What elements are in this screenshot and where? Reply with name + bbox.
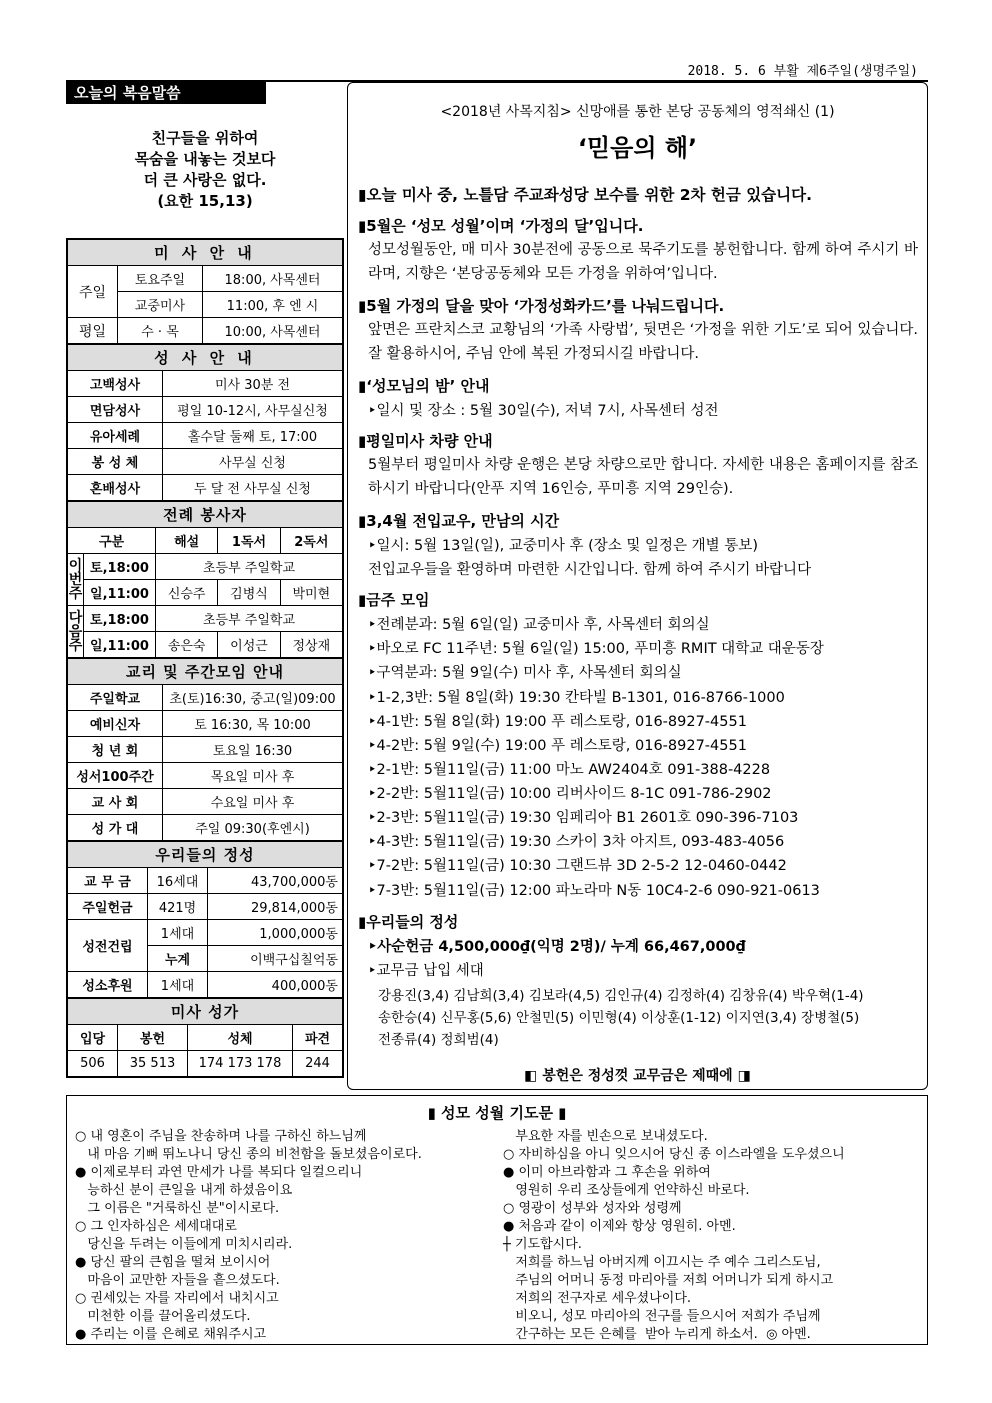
prayer-line: 주님의 어머니 동정 마리아를 저희 어머니가 되게 하시고 <box>503 1273 834 1288</box>
prayer-line: ○ 그 인자하심은 세세대대로 <box>75 1219 237 1234</box>
edu-name: 성서100주간 <box>68 763 163 789</box>
hymn-header: 입당 <box>68 1025 118 1051</box>
offering-count: 1세대 <box>148 920 208 946</box>
offering-name: 성전건립 <box>68 920 148 972</box>
announcements-box <box>347 82 928 1090</box>
edu-name: 성 가 대 <box>68 815 163 841</box>
prayer-line: 비오니, 성모 마리아의 전구를 들으시어 저희가 주님께 <box>503 1309 821 1324</box>
hymn-header: 봉헌 <box>118 1025 188 1051</box>
notice-text: 성모성월동안, 매 미사 30분전에 공동으로 묵주기도를 봉헌합니다. 함께 하여 주시기 바라며, 지향은 ‘본당공동체와 모든 가정을 위하여’입니다. <box>368 242 918 282</box>
hymn-value: 506 <box>68 1051 118 1077</box>
notice-item: ‣일시: 5월 13일(일), 교중미사 후 (장소 및 일정은 개별 통보) <box>368 538 758 554</box>
sacrament-value: 미사 30분 전 <box>163 371 343 397</box>
liturgy-cell: 김병식 <box>218 580 280 606</box>
sacrament-name: 고백성사 <box>68 371 163 397</box>
gospel-line: 목숨을 내놓는 것보다 <box>134 150 276 168</box>
meeting-item: ‣구역분과: 5월 9일(수) 미사 후, 사목센터 회의실 <box>368 665 682 681</box>
notice-heading: ▮우리들의 정성 <box>358 913 459 931</box>
notice-heading: ▮금주 모임 <box>358 591 430 609</box>
next-week-label: 다음주 <box>68 606 84 658</box>
liturgy-header: 2독서 <box>280 528 342 554</box>
prayer-box <box>66 1095 928 1345</box>
liturgy-cell: 박미현 <box>280 580 342 606</box>
mass-cell: 11:00, 후 엔 시 <box>203 292 343 318</box>
liturgy-cell: 초등부 주일학교 <box>156 554 343 580</box>
sacrament-name: 혼배성사 <box>68 475 163 501</box>
offering-count: 16세대 <box>148 868 208 894</box>
notice-heading: ▮5월은 ‘성모 성월’이며 ‘가정의 달’입니다. <box>358 217 644 235</box>
prayer-line: 당신을 두려는 이들에게 미치시리라. <box>75 1237 293 1252</box>
prayer-line: 저희를 하느님 아버지께 이끄시는 주 예수 그리스도님, <box>503 1255 821 1270</box>
prayer-title: ▮ 성모 성월 기도문 ▮ <box>427 1104 567 1122</box>
prayer-line: 부요한 자를 빈손으로 보내셨도다. <box>503 1129 708 1144</box>
prayer-line: 그 이름은 "거룩하신 분"이시로다. <box>75 1201 280 1216</box>
meeting-item: ‣1-2,3반: 5월 8일(화) 19:30 칸타빌 B-1301, 016-8766-1000 <box>368 690 785 706</box>
liturgy-cell: 이성근 <box>218 632 280 658</box>
liturgy-table <box>67 501 343 658</box>
prayer-line: ○ 권세있는 자를 자리에서 내치시고 <box>75 1291 279 1306</box>
meeting-item: ‣7-2반: 5월11일(금) 10:30 그랜드뷰 3D 2-5-2 12-0460-0442 <box>368 858 787 874</box>
liturgy-title: 전례 봉사자 <box>68 502 343 528</box>
meeting-item: ‣4-2반: 5월 9일(수) 19:00 푸 레스토랑, 016-8927-4551 <box>368 738 747 754</box>
offering-name: 성소후원 <box>68 972 148 998</box>
this-week-label: 이번주 <box>68 554 84 606</box>
hymn-value: 174 173 178 <box>188 1051 293 1077</box>
meeting-item: ‣4-3반: 5월11일(금) 19:30 스카이 3차 아지트, 093-483-4056 <box>368 834 785 850</box>
notice-heading: ▮오늘 미사 중, 노틀담 주교좌성당 보수를 위한 2차 헌금 있습니다. <box>358 186 812 204</box>
prayer-line: 저희의 전구자로 세우셨나이다. <box>503 1291 692 1306</box>
offering-amount: 43,700,000동 <box>208 868 343 894</box>
edu-value: 토 16:30, 목 10:00 <box>163 711 343 737</box>
liturgy-cell: 초등부 주일학교 <box>156 606 343 632</box>
footer-note: ◧ 봉헌은 정성껏 교무금은 제때에 ◨ <box>524 1068 751 1084</box>
edu-name: 청 년 회 <box>68 737 163 763</box>
donor-names: 전종류(4) 정희범(4) <box>378 1032 499 1048</box>
prayer-line: 마음이 교만한 자들을 흩으셨도다. <box>75 1273 280 1288</box>
edu-value: 목요일 미사 후 <box>163 763 343 789</box>
liturgy-header: 1독서 <box>218 528 280 554</box>
liturgy-time: 토,18:00 <box>84 606 156 632</box>
notice-heading: ▮5월 가정의 달을 맞아 ‘가정성화카드’를 나눠드립니다. <box>358 297 725 315</box>
offering-count: 421명 <box>148 894 208 920</box>
liturgy-cell: 송은숙 <box>156 632 218 658</box>
notice-item: ‣일시 및 장소 : 5월 30일(수), 저녁 7시, 사목센터 성전 <box>368 403 719 419</box>
notice-text: 앞면은 프란치스코 교황님의 ‘가족 사랑법’, 뒷면은 ‘가정을 위한 기도’로 되어 있습니다. 잘 활용하시어, 주님 안에 복된 가정되시길 바랍니다. <box>368 322 918 362</box>
hymn-value: 35 513 <box>118 1051 188 1077</box>
offering-count: 누계 <box>148 946 208 972</box>
prayer-line: ● 처음과 같이 이제와 항상 영원히. 아멘. <box>503 1219 736 1234</box>
donor-names: 송한승(4) 신무홍(5,6) 안철민(5) 이민형(4) 이상훈(1-12) 이지연(3,4) 장병철(5) <box>378 1010 860 1026</box>
education-table <box>67 658 343 841</box>
notice-heading: ▮‘성모님의 밤’ 안내 <box>358 377 490 395</box>
meeting-item: ‣바오로 FC 11주년: 5월 6일(일) 15:00, 푸미흥 RMIT 대학교 대운동장 <box>368 641 824 657</box>
prayer-line: ● 주리는 이를 은혜로 채워주시고 <box>75 1327 267 1342</box>
edu-value: 수요일 미사 후 <box>163 789 343 815</box>
prayer-line: 능하신 분이 큰일을 내게 하셨음이요 <box>75 1183 293 1198</box>
meeting-item: ‣7-3반: 5월11일(금) 12:00 파노라마 N동 10C4-2-6 090-921-0613 <box>368 883 820 899</box>
mass-cell: 18:00, 사목센터 <box>203 266 343 292</box>
hymn-title: 미사 성가 <box>68 999 343 1025</box>
notice-text: 5월부터 평일미사 차량 운행은 본당 차량으로만 합니다. 자세한 내용은 홈페이지를 참조하시기 바랍니다(안푸 지역 16인승, 푸미흥 지역 29인승). <box>368 457 919 497</box>
education-title: 교리 및 주간모임 안내 <box>68 659 343 685</box>
edu-name: 주일학교 <box>68 685 163 711</box>
hymn-header: 파견 <box>293 1025 343 1051</box>
offering-title: 우리들의 정성 <box>68 842 343 868</box>
liturgy-cell: 정상재 <box>280 632 342 658</box>
mass-cell: 토요주일 <box>118 266 203 292</box>
liturgy-cell: 신승주 <box>156 580 218 606</box>
sacrament-name: 유아세례 <box>68 423 163 449</box>
mass-table <box>67 239 343 344</box>
prayer-line: ○ 영광이 성부와 성자와 성령께 <box>503 1201 682 1216</box>
offering-count: 1세대 <box>148 972 208 998</box>
offering-amount: 1,000,000동 <box>208 920 343 946</box>
liturgy-header: 구분 <box>68 528 156 554</box>
notice-heading: ▮평일미사 차량 안내 <box>358 432 493 450</box>
offering-table <box>67 841 343 998</box>
edu-value: 주일 09:30(후엔시) <box>163 815 343 841</box>
edu-name: 예비신자 <box>68 711 163 737</box>
offering-name: 교 무 금 <box>68 868 148 894</box>
notice-item: ‣사순헌금 4,500,000₫(익명 2명)/ 누계 66,467,000₫ <box>368 939 746 955</box>
prayer-line: ○ 내 영혼이 주님을 찬송하며 나를 구하신 하느님께 <box>75 1129 367 1144</box>
meeting-item: ‣4-1반: 5월 8일(화) 19:00 푸 레스토랑, 016-8927-4551 <box>368 714 747 730</box>
meeting-item: ‣2-2반: 5월11일(금) 10:00 리버사이드 8-1C 091-786-2902 <box>368 786 772 802</box>
notice-item: ‣교무금 납입 세대 <box>368 963 484 979</box>
notice-item: 전입교우들을 환영하며 마련한 시간입니다. 함께 하여 주시기 바랍니다 <box>368 562 812 578</box>
sacrament-value: 두 달 전 사무실 신청 <box>163 475 343 501</box>
edu-name: 교 사 회 <box>68 789 163 815</box>
pastoral-line: <2018년 사목지침> 신망애를 통한 본당 공동체의 영적쇄신 (1) <box>440 104 835 120</box>
meeting-item: ‣2-1반: 5월11일(금) 11:00 마노 AW2404호 091-388-4228 <box>368 762 771 778</box>
prayer-line: ○ 자비하심을 아니 잊으시어 당신 종 이스라엘을 도우셨으니 <box>503 1147 845 1162</box>
offering-name: 주일헌금 <box>68 894 148 920</box>
liturgy-time: 토,18:00 <box>84 554 156 580</box>
mass-sunday-label: 주일 <box>68 266 118 318</box>
liturgy-time: 일,11:00 <box>84 632 156 658</box>
gospel-line: 친구들을 위하여 <box>151 129 259 147</box>
offering-amount: 400,000동 <box>208 972 343 998</box>
hymn-value: 244 <box>293 1051 343 1077</box>
prayer-right-column <box>503 1128 845 1344</box>
sacrament-value: 사무실 신청 <box>163 449 343 475</box>
gospel-label: 오늘의 복음말씀 <box>66 82 266 104</box>
prayer-line: ┼ 기도합시다. <box>503 1237 582 1252</box>
prayer-line: ● 이미 아브라함과 그 후손을 위하여 <box>503 1165 711 1180</box>
mass-cell: 수 · 목 <box>118 318 203 344</box>
sacrament-value: 평일 10-12시, 사무실신청 <box>163 397 343 423</box>
sacrament-table <box>67 344 343 501</box>
prayer-line: 미천한 이를 끌어올리셨도다. <box>75 1309 251 1324</box>
prayer-line: 내 마음 기뻐 뛰노나니 당신 종의 비천함을 돌보셨음이로다. <box>75 1147 422 1162</box>
prayer-line: 영원히 우리 조상들에게 언약하신 바로다. <box>503 1183 750 1198</box>
date-line: 2018. 5. 6 부활 제6주일(생명주일) <box>687 64 918 79</box>
edu-value: 토요일 16:30 <box>163 737 343 763</box>
hymn-header: 성체 <box>188 1025 293 1051</box>
edu-value: 초(토)16:30, 중고(일)09:00 <box>163 685 343 711</box>
mass-title: 미 사 안 내 <box>68 240 343 266</box>
prayer-line: ● 당신 팔의 큰힘을 떨쳐 보이시어 <box>75 1255 271 1270</box>
year-title: ‘믿음의 해’ <box>577 134 698 162</box>
liturgy-header: 해설 <box>156 528 218 554</box>
offering-amount: 이백구십칠억동 <box>208 946 343 972</box>
sacrament-value: 홀수달 둘째 토, 17:00 <box>163 423 343 449</box>
mass-cell: 교중미사 <box>118 292 203 318</box>
gospel-line: (요한 15,13) <box>157 192 253 210</box>
gospel-text <box>66 128 344 212</box>
mass-weekday-label: 평일 <box>68 318 118 344</box>
offering-amount: 29,814,000동 <box>208 894 343 920</box>
prayer-left-column <box>75 1128 422 1344</box>
hymn-table <box>67 998 343 1077</box>
sacrament-name: 봉 성 체 <box>68 449 163 475</box>
gospel-line: 더 큰 사랑은 없다. <box>143 171 267 189</box>
liturgy-time: 일,11:00 <box>84 580 156 606</box>
sacrament-name: 면담성사 <box>68 397 163 423</box>
meeting-item: ‣2-3반: 5월11일(금) 19:30 임페리아 B1 2601호 090-396-7103 <box>368 810 799 826</box>
sacrament-title: 성 사 안 내 <box>68 345 343 371</box>
notice-heading: ▮3,4월 전입교우, 만남의 시간 <box>358 512 560 530</box>
donor-names: 강용진(3,4) 김남희(3,4) 김보라(4,5) 김인규(4) 김정하(4) 김창유(4) 박우혁(1-4) <box>378 988 864 1004</box>
mass-cell: 10:00, 사목센터 <box>203 318 343 344</box>
meeting-item: ‣전례분과: 5월 6일(일) 교중미사 후, 사목센터 회의실 <box>368 617 710 633</box>
prayer-line: 간구하는 모든 은혜를 받아 누리게 하소서. ◎ 아멘. <box>503 1327 811 1342</box>
prayer-line: ● 이제로부터 과연 만세가 나를 복되다 일컬으리니 <box>75 1165 363 1180</box>
info-tables <box>66 238 344 1078</box>
